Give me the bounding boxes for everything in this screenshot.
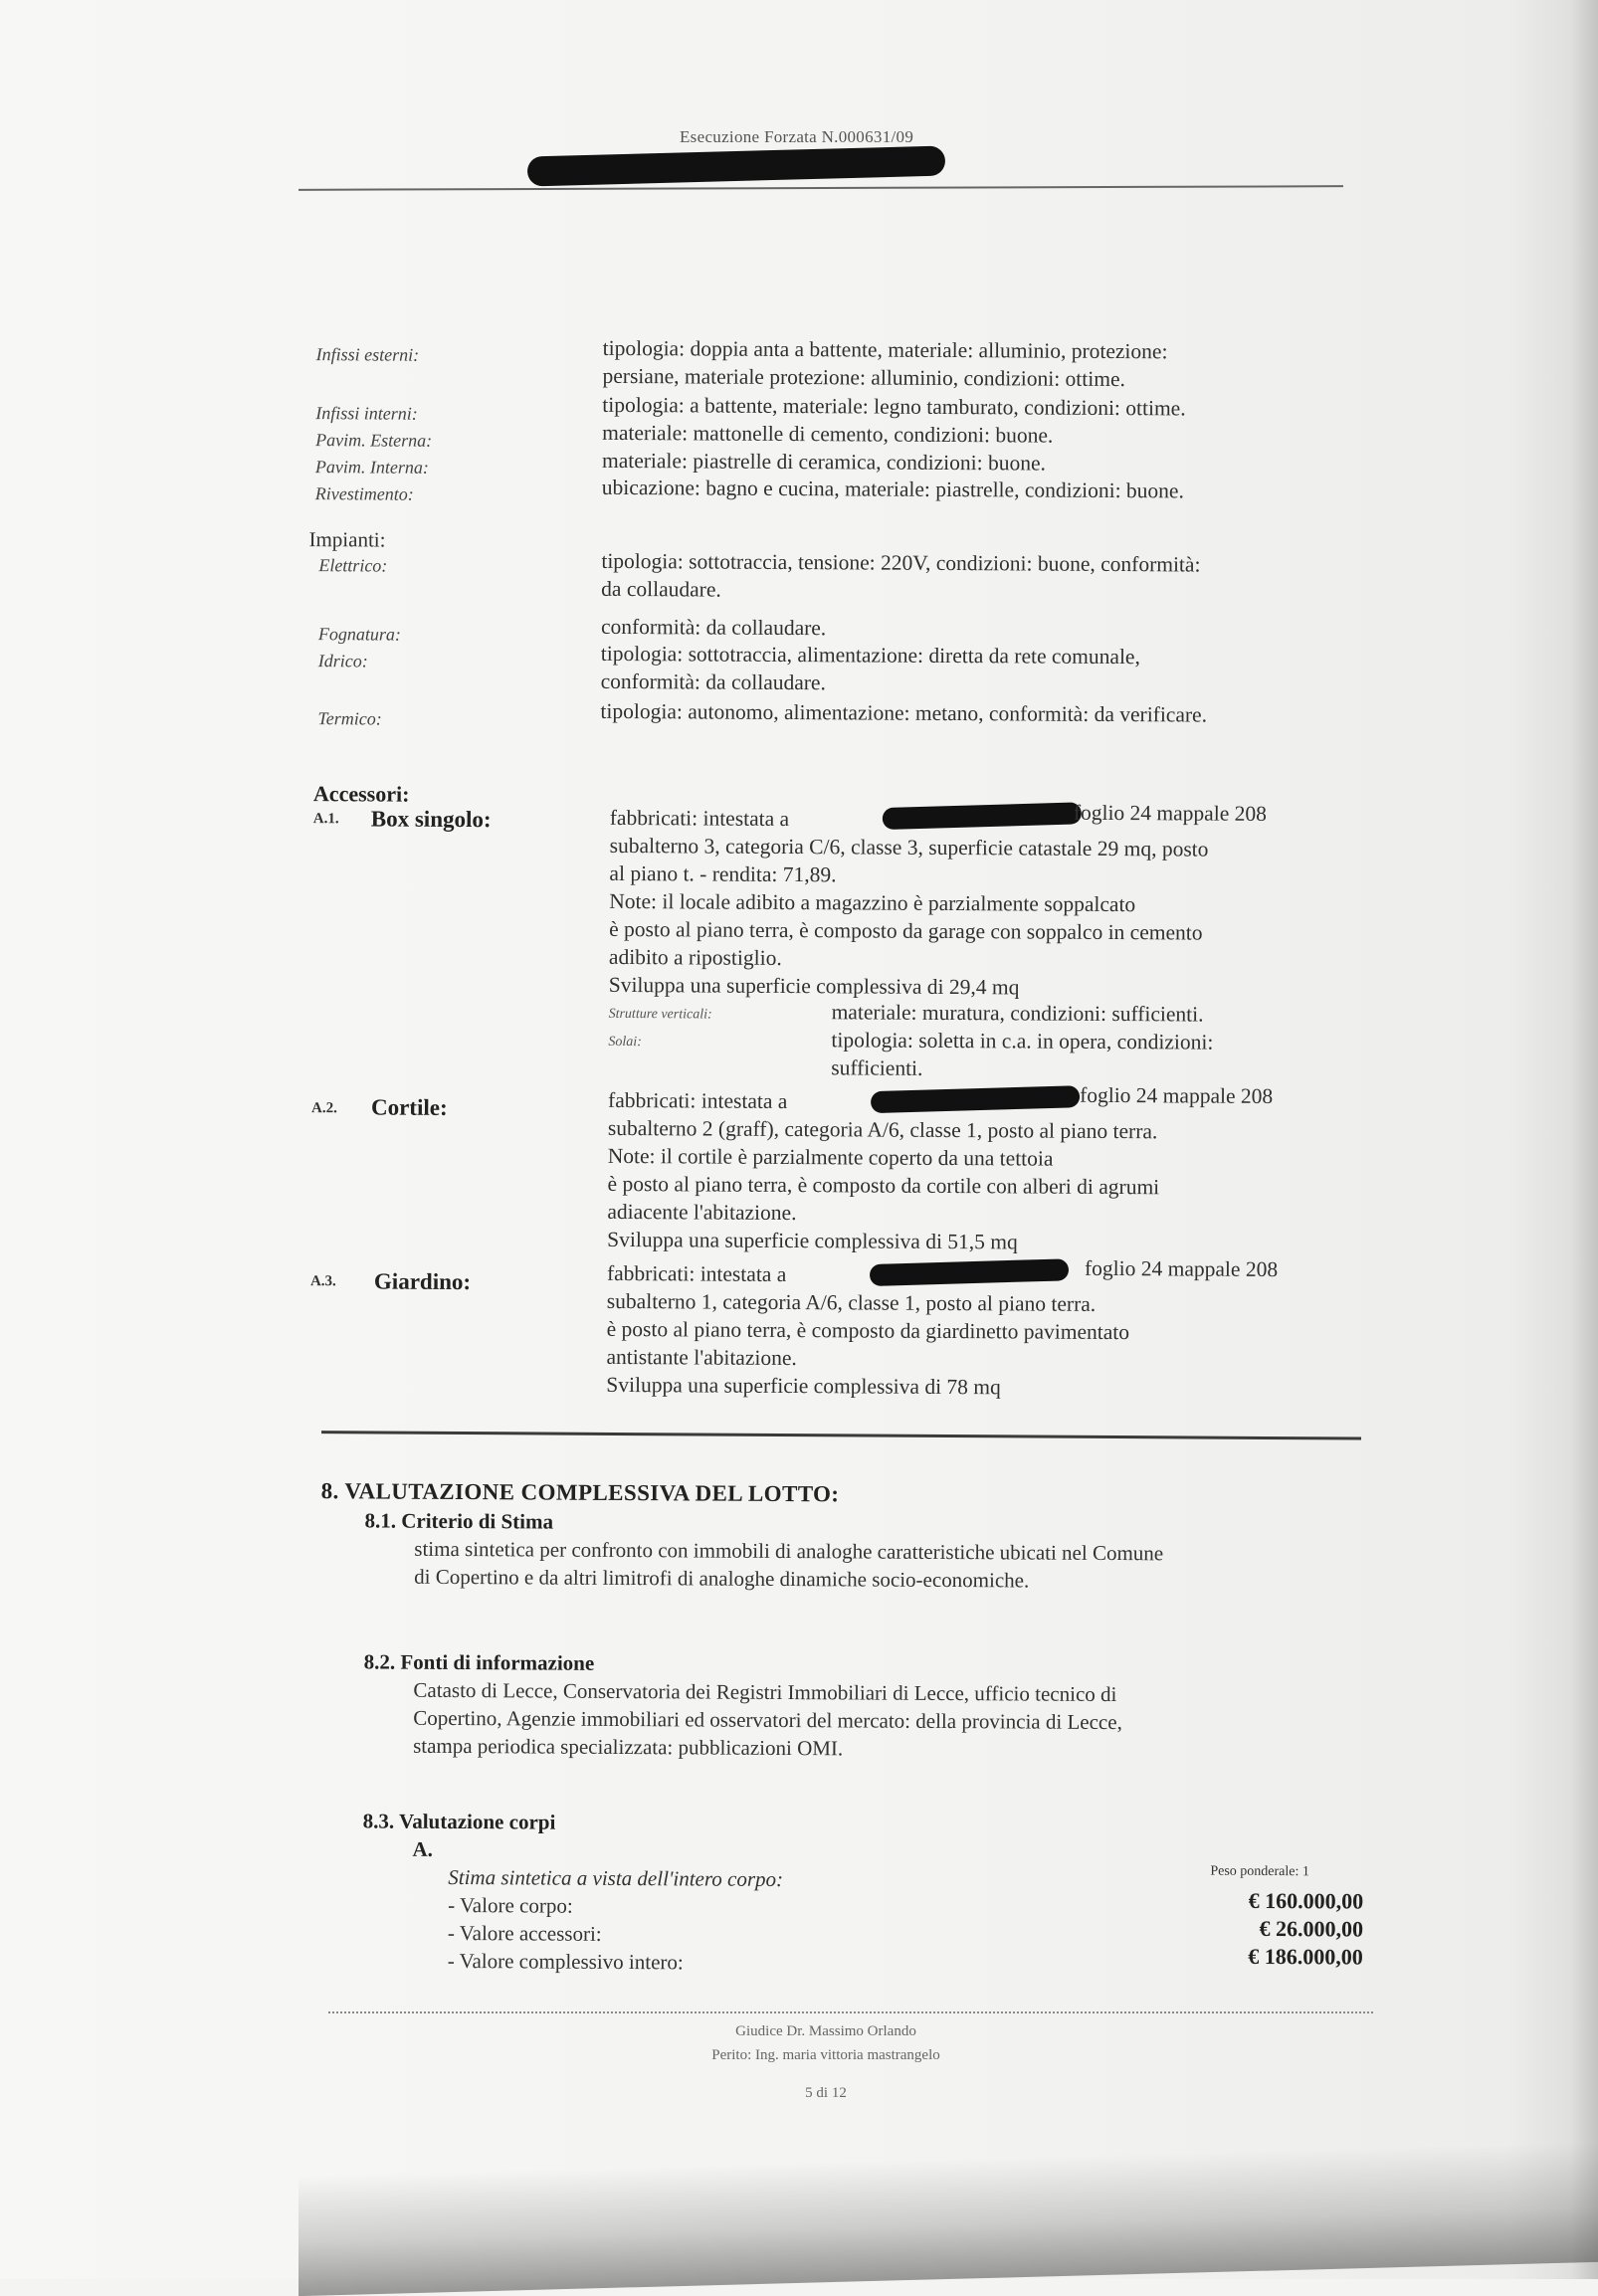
box-line-1b: foglio 24 mappale 208 (1073, 800, 1267, 826)
solai-label: Solai: (608, 1034, 642, 1051)
valore-complessivo-label: - Valore complessivo intero: (447, 1948, 684, 1975)
valore-corpo-label: - Valore corpo: (448, 1892, 573, 1918)
solai-value-2: sufficienti. (831, 1055, 923, 1080)
cortile-line-5: adiacente l'abitazione. (607, 1199, 797, 1226)
header-title: Esecuzione Forzata N.000631/09 (680, 127, 914, 146)
strutture-value: materiale: muratura, condizioni: sufficienti. (831, 1000, 1204, 1027)
giardino-title: Giardino: (373, 1268, 472, 1295)
box-line-4: Note: il locale adibito a magazzino è parzialmente soppalcato (609, 888, 1136, 917)
footer-giudice: Giudice Dr. Massimo Orlando (735, 2023, 916, 2039)
label-elettrico: Elettrico: (318, 555, 388, 576)
label-infissi-interni: Infissi interni: (315, 403, 418, 424)
cortile-line-3: Note: il cortile è parzialmente coperto da una tettoia (607, 1143, 1054, 1171)
box-line-7: Sviluppa una superficie complessiva di 29,4 mq (608, 972, 1020, 1000)
box-line-6: adibito a ripostiglio. (608, 944, 782, 970)
section-8-2-line-1: Catasto di Lecce, Conservatoria dei Registri Immobiliari di Lecce, ufficio tecnico di (413, 1677, 1117, 1707)
label-termico: Termico: (317, 708, 382, 729)
peso-ponderale: Peso ponderale: 1 (1210, 1863, 1309, 1880)
box-line-1: fabbricati: intestata a (609, 805, 790, 832)
box-number: A.1. (312, 811, 339, 828)
section-8-title: 8. VALUTAZIONE COMPLESSIVA DEL LOTTO: (320, 1478, 840, 1507)
section-8-1-line-2: di Copertino e da altri limitrofi di analoghe dinamiche socio-economiche. (414, 1564, 1030, 1593)
page-number: 5 di 12 (805, 2085, 847, 2101)
label-pavim-esterna: Pavim. Esterna: (315, 430, 433, 451)
box-line-2: subalterno 3, categoria C/6, classe 3, superficie catastale 29 mq, posto (609, 833, 1209, 861)
value-infissi-esterni-1: tipologia: doppia anta a battente, materiale: alluminio, protezione: (602, 335, 1168, 364)
cortile-title: Cortile: (370, 1094, 448, 1120)
section-8-3-title: 8.3. Valutazione corpi (362, 1809, 556, 1834)
section-separator (321, 1431, 1361, 1439)
value-pavim-interna: materiale: piastrelle di ceramica, condizioni: buone. (601, 448, 1047, 476)
box-line-5: è posto al piano terra, è composto da garage con soppalco in cemento (609, 916, 1203, 945)
giardino-line-1b: foglio 24 mappale 208 (1084, 1255, 1279, 1282)
box-line-3: al piano t. - rendita: 71,89. (609, 861, 837, 887)
box-title: Box singolo: (370, 806, 492, 833)
value-pavim-esterna: materiale: mattonelle di cemento, condizioni: buone. (602, 420, 1054, 448)
accessori-heading: Accessori: (312, 781, 410, 807)
giardino-line-2: subalterno 1, categoria A/6, classe 1, posto al piano terra. (606, 1288, 1097, 1316)
value-termico: tipologia: autonomo, alimentazione: metano, conformità: da verificare. (600, 698, 1208, 727)
redaction-giardino-owner (870, 1258, 1070, 1286)
label-idrico: Idrico: (317, 651, 368, 671)
value-infissi-esterni-2: persiane, materiale protezione: alluminio, condizioni: ottime. (602, 363, 1125, 392)
footer-perito: Perito: Ing. maria vittoria mastrangelo (711, 2047, 940, 2063)
section-8-1-title: 8.1. Criterio di Stima (364, 1508, 554, 1534)
label-pavim-interna: Pavim. Interna: (314, 457, 429, 478)
redaction-cortile-owner (871, 1085, 1081, 1113)
giardino-line-5: Sviluppa una superficie complessiva di 78 mq (606, 1372, 1001, 1400)
value-elettrico-2: da collaudare. (601, 576, 721, 602)
value-rivestimento: ubicazione: bagno e cucina, materiale: piastrelle, condizioni: buone. (601, 475, 1184, 503)
solai-value-1: tipologia: soletta in c.a. in opera, condizioni: (831, 1028, 1214, 1054)
cortile-line-6: Sviluppa una superficie complessiva di 51,5 mq (607, 1227, 1018, 1254)
giardino-number: A.3. (309, 1273, 336, 1290)
cortile-line-4: è posto al piano terra, è composto da cortile con alberi di agrumi (607, 1171, 1160, 1200)
label-fognatura: Fognatura: (317, 624, 402, 645)
valore-complessivo-value: € 186.000,00 (1248, 1943, 1363, 1970)
cortile-line-1: fabbricati: intestata a (608, 1087, 788, 1114)
corpo-label: A. (412, 1836, 433, 1861)
giardino-line-4: antistante l'abitazione. (606, 1344, 797, 1371)
label-infissi-esterni: Infissi esterni: (315, 344, 420, 365)
cortile-number: A.2. (310, 1100, 337, 1117)
redaction-box-owner (883, 802, 1083, 830)
impianti-heading: Impianti: (308, 527, 386, 552)
giardino-line-3: è posto al piano terra, è composto da giardinetto pavimentato (606, 1316, 1130, 1345)
section-8-1-line-1: stima sintetica per confronto con immobili di analoghe caratteristiche ubicati nel Comune (414, 1536, 1164, 1566)
section-8-2-line-3: stampa periodica specializzata: pubblicazioni OMI. (413, 1733, 844, 1761)
valore-corpo-value: € 160.000,00 (1248, 1887, 1364, 1914)
value-idrico-2: conformità: da collaudare. (600, 669, 826, 695)
cortile-line-1b: foglio 24 mappale 208 (1080, 1082, 1274, 1108)
section-8-2-title: 8.2. Fonti di informazione (363, 1649, 595, 1675)
stima-label: Stima sintetica a vista dell'intero corpo: (448, 1864, 784, 1892)
valore-accessori-value: € 26.000,00 (1259, 1915, 1364, 1942)
strutture-label: Strutture verticali: (608, 1006, 712, 1023)
value-elettrico-1: tipologia: sottotraccia, tensione: 220V, condizioni: buone, conformità: (601, 548, 1201, 577)
value-idrico-1: tipologia: sottotraccia, alimentazione: diretta da rete comunale, (600, 641, 1140, 670)
section-8-2-line-2: Copertino, Agenzie immobiliari ed osservatori del mercato: della provincia di Lecce, (413, 1705, 1122, 1735)
value-fognatura: conformità: da collaudare. (600, 614, 827, 641)
valore-accessori-label: - Valore accessori: (447, 1920, 602, 1946)
value-infissi-interni: tipologia: a battente, materiale: legno tamburato, condizioni: ottime. (602, 392, 1186, 421)
cortile-line-2: subalterno 2 (graff), categoria A/6, classe 1, posto al piano terra. (607, 1115, 1158, 1144)
label-rivestimento: Rivestimento: (314, 483, 414, 504)
giardino-line-1: fabbricati: intestata a (606, 1260, 787, 1287)
footer-rule (328, 2011, 1373, 2014)
